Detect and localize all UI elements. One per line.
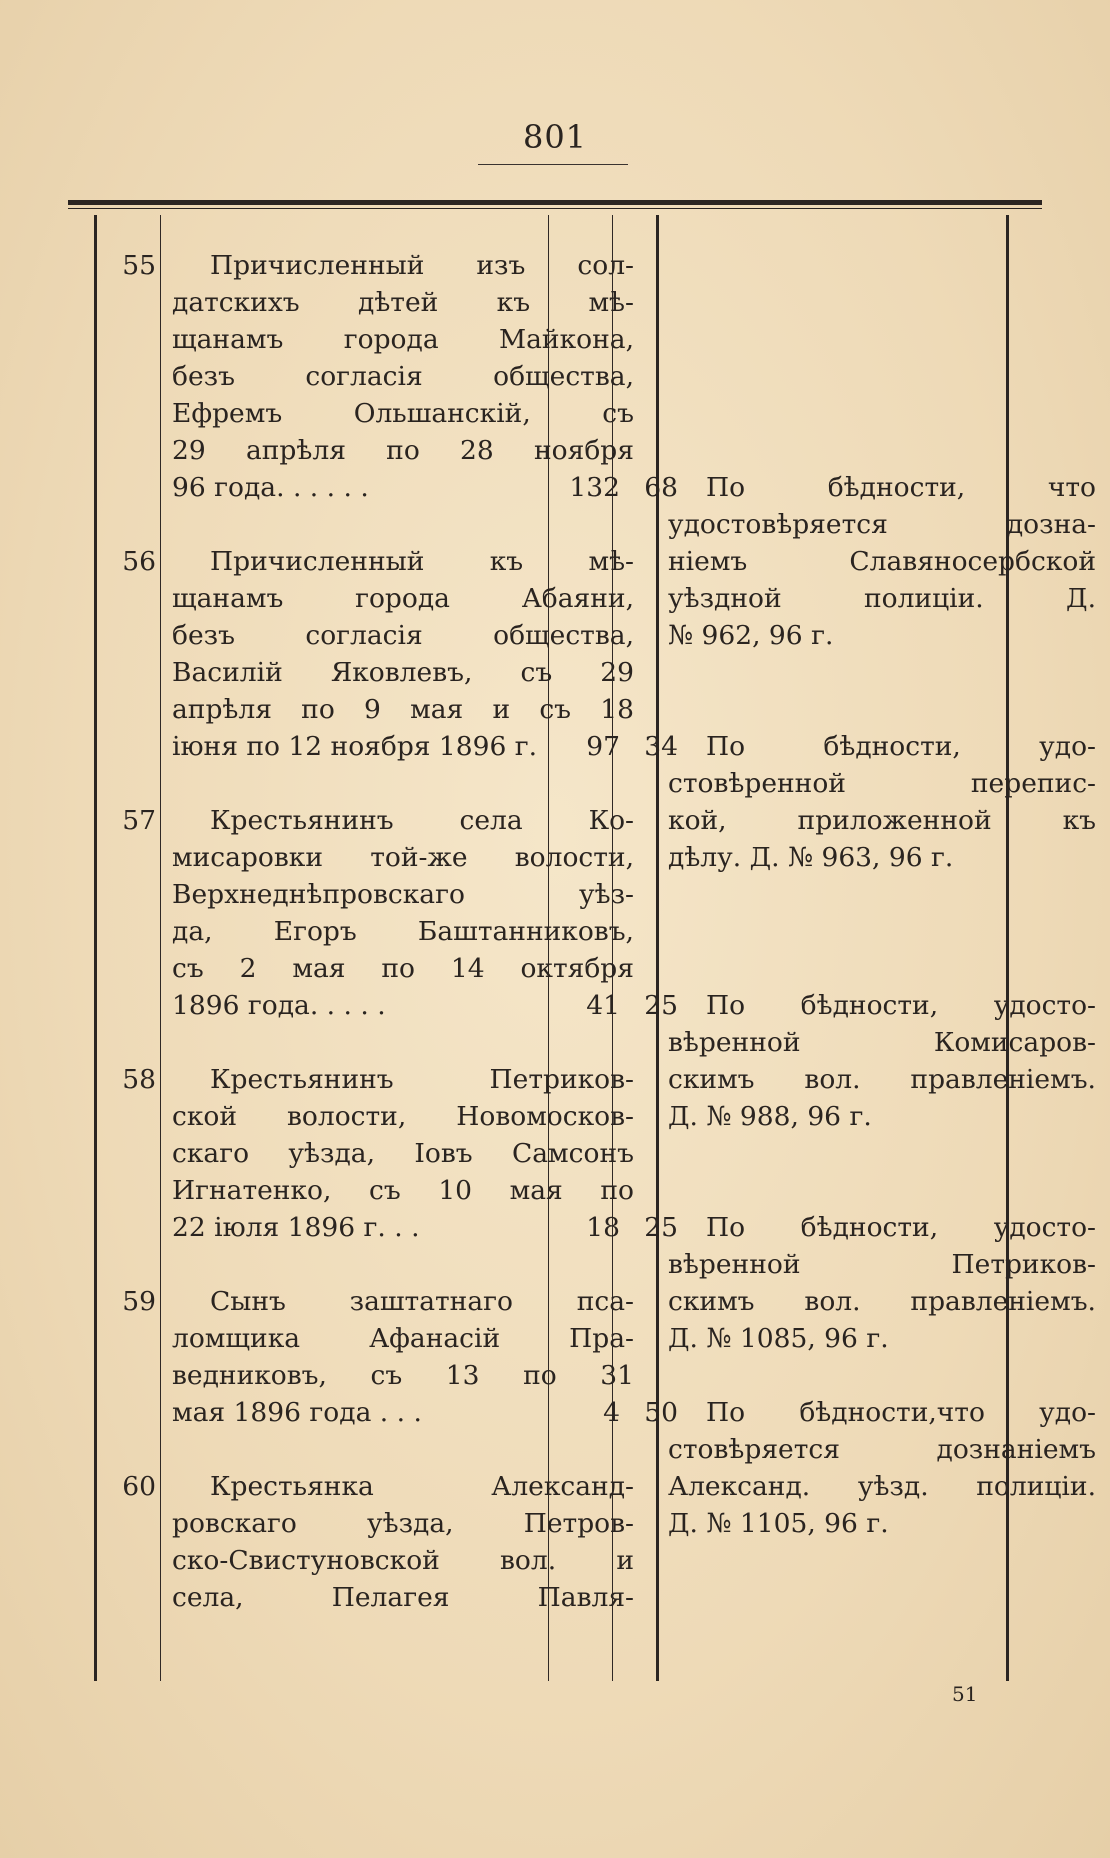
- entry-description-line: мисаровки той-же волости,: [172, 842, 634, 873]
- entry-note-line: стовѣряется дознаніемъ: [668, 1434, 1096, 1465]
- entry-note-line: По бѣдности, что: [706, 472, 1096, 503]
- entry-number: 56: [122, 546, 156, 577]
- entry-description-line: села, Пелагея Павля-: [172, 1582, 634, 1613]
- entry-description-line: безъ согласія общества,: [172, 361, 634, 392]
- entry-description-line: да, Егоръ Баштанниковъ,: [172, 916, 634, 947]
- entry-note-line: Д. № 1105, 96 г.: [668, 1508, 889, 1539]
- amount-kopecks: 25: [644, 990, 678, 1021]
- ledger-table: [94, 215, 1096, 1681]
- entry-note-line: Д. № 988, 96 г.: [668, 1101, 872, 1132]
- entry-description-line: ломщика Афанасій Пра-: [172, 1323, 634, 1354]
- entry-description-line: Ефремъ Ольшанскій, съ: [172, 398, 634, 429]
- entry-description-line: Причисленный къ мѣ-: [210, 546, 634, 577]
- entry-description-line: 22 іюля 1896 г. . .: [172, 1212, 420, 1243]
- entry-note-line: удостовѣряется дозна-: [668, 509, 1096, 540]
- entry-description-line: Сынъ заштатнаго пса-: [210, 1286, 634, 1317]
- entry-description-line: ровскаго уѣзда, Петров-: [172, 1508, 634, 1539]
- entry-number: 57: [122, 805, 156, 836]
- entry-description-line: 96 года. . . . . .: [172, 472, 369, 503]
- entry-description-line: съ 2 мая по 14 октября: [172, 953, 634, 984]
- entry-description-line: скаго уѣзда, Іовъ Самсонъ: [172, 1138, 634, 1169]
- amount-rubles: 132: [569, 472, 620, 503]
- entry-description-line: мая 1896 года . . .: [172, 1397, 422, 1428]
- entry-description-line: 29 апрѣля по 28 ноября: [172, 435, 634, 466]
- amount-kopecks: 50: [644, 1397, 678, 1428]
- printer-signature-mark: 51: [952, 1682, 978, 1706]
- entry-description-line: безъ согласія общества,: [172, 620, 634, 651]
- entry-description-line: Крестьянинъ Петриков-: [210, 1064, 634, 1095]
- column-divider-kopecks: [656, 215, 659, 1681]
- amount-rubles: 18: [586, 1212, 620, 1243]
- entry-number: 58: [122, 1064, 156, 1095]
- entry-description-line: ско-Свистуновской вол. и: [172, 1545, 634, 1576]
- entry-description-line: Крестьянка Александ-: [210, 1471, 634, 1502]
- entry-description-line: Игнатенко, съ 10 мая по: [172, 1175, 634, 1206]
- entry-description-line: Крестьянинъ села Ко-: [210, 805, 634, 836]
- amount-rubles: 4: [603, 1397, 620, 1428]
- entry-description-line: 1896 года. . . . .: [172, 990, 386, 1021]
- entry-description-line: ведниковъ, съ 13 по 31: [172, 1360, 634, 1391]
- entry-description-line: іюня по 12 ноября 1896 г.: [172, 731, 538, 762]
- entry-note-line: дѣлу. Д. № 963, 96 г.: [668, 842, 954, 873]
- entry-note-line: ніемъ Славяносербской: [668, 546, 1096, 577]
- entry-note-line: вѣренной Петриков-: [668, 1249, 1096, 1280]
- entry-note-line: стовѣренной перепис-: [668, 768, 1096, 799]
- entry-number: 55: [122, 250, 156, 281]
- entry-description-line: щанамъ города Майкона,: [172, 324, 634, 355]
- entry-note-line: кой, приложенной къ: [668, 805, 1096, 836]
- entry-description-line: Василій Яковлевъ, съ 29: [172, 657, 634, 688]
- column-divider-number: [160, 215, 161, 1681]
- table-left-border: [94, 215, 97, 1681]
- entry-description-line: Верхнеднѣпровскаго уѣз-: [172, 879, 634, 910]
- entry-note-line: Д. № 1085, 96 г.: [668, 1323, 889, 1354]
- entry-description-line: ской волости, Новомосков-: [172, 1101, 634, 1132]
- entry-note-line: уѣздной полиціи. Д.: [668, 583, 1096, 614]
- amount-kopecks: 68: [644, 472, 678, 503]
- entry-note-line: скимъ вол. правленіемъ.: [668, 1286, 1096, 1317]
- amount-kopecks: 25: [644, 1212, 678, 1243]
- entry-number: 60: [122, 1471, 156, 1502]
- entry-note-line: По бѣдности, удосто-: [706, 990, 1096, 1021]
- entry-note-line: скимъ вол. правленіемъ.: [668, 1064, 1096, 1095]
- entry-number: 59: [122, 1286, 156, 1317]
- header-thick-rule: [68, 200, 1042, 209]
- entry-note-line: По бѣдности, удо-: [706, 731, 1096, 762]
- entry-note-line: № 962, 96 г.: [668, 620, 834, 651]
- entry-note-line: По бѣдности,что удо-: [706, 1397, 1096, 1428]
- entry-description-line: датскихъ дѣтей къ мѣ-: [172, 287, 634, 318]
- entry-description-line: апрѣля по 9 мая и съ 18: [172, 694, 634, 725]
- amount-rubles: 97: [586, 731, 620, 762]
- entry-description-line: щанамъ города Абаяни,: [172, 583, 634, 614]
- entry-note-line: По бѣдности, удосто-: [706, 1212, 1096, 1243]
- amount-rubles: 41: [586, 990, 620, 1021]
- page-number-rule: [478, 164, 628, 165]
- entry-description-line: Причисленный изъ сол-: [210, 250, 634, 281]
- page-number: 801: [522, 118, 588, 156]
- entry-note-line: вѣренной Комисаров-: [668, 1027, 1096, 1058]
- entry-note-line: Александ. уѣзд. полиціи.: [668, 1471, 1096, 1502]
- amount-kopecks: 34: [644, 731, 678, 762]
